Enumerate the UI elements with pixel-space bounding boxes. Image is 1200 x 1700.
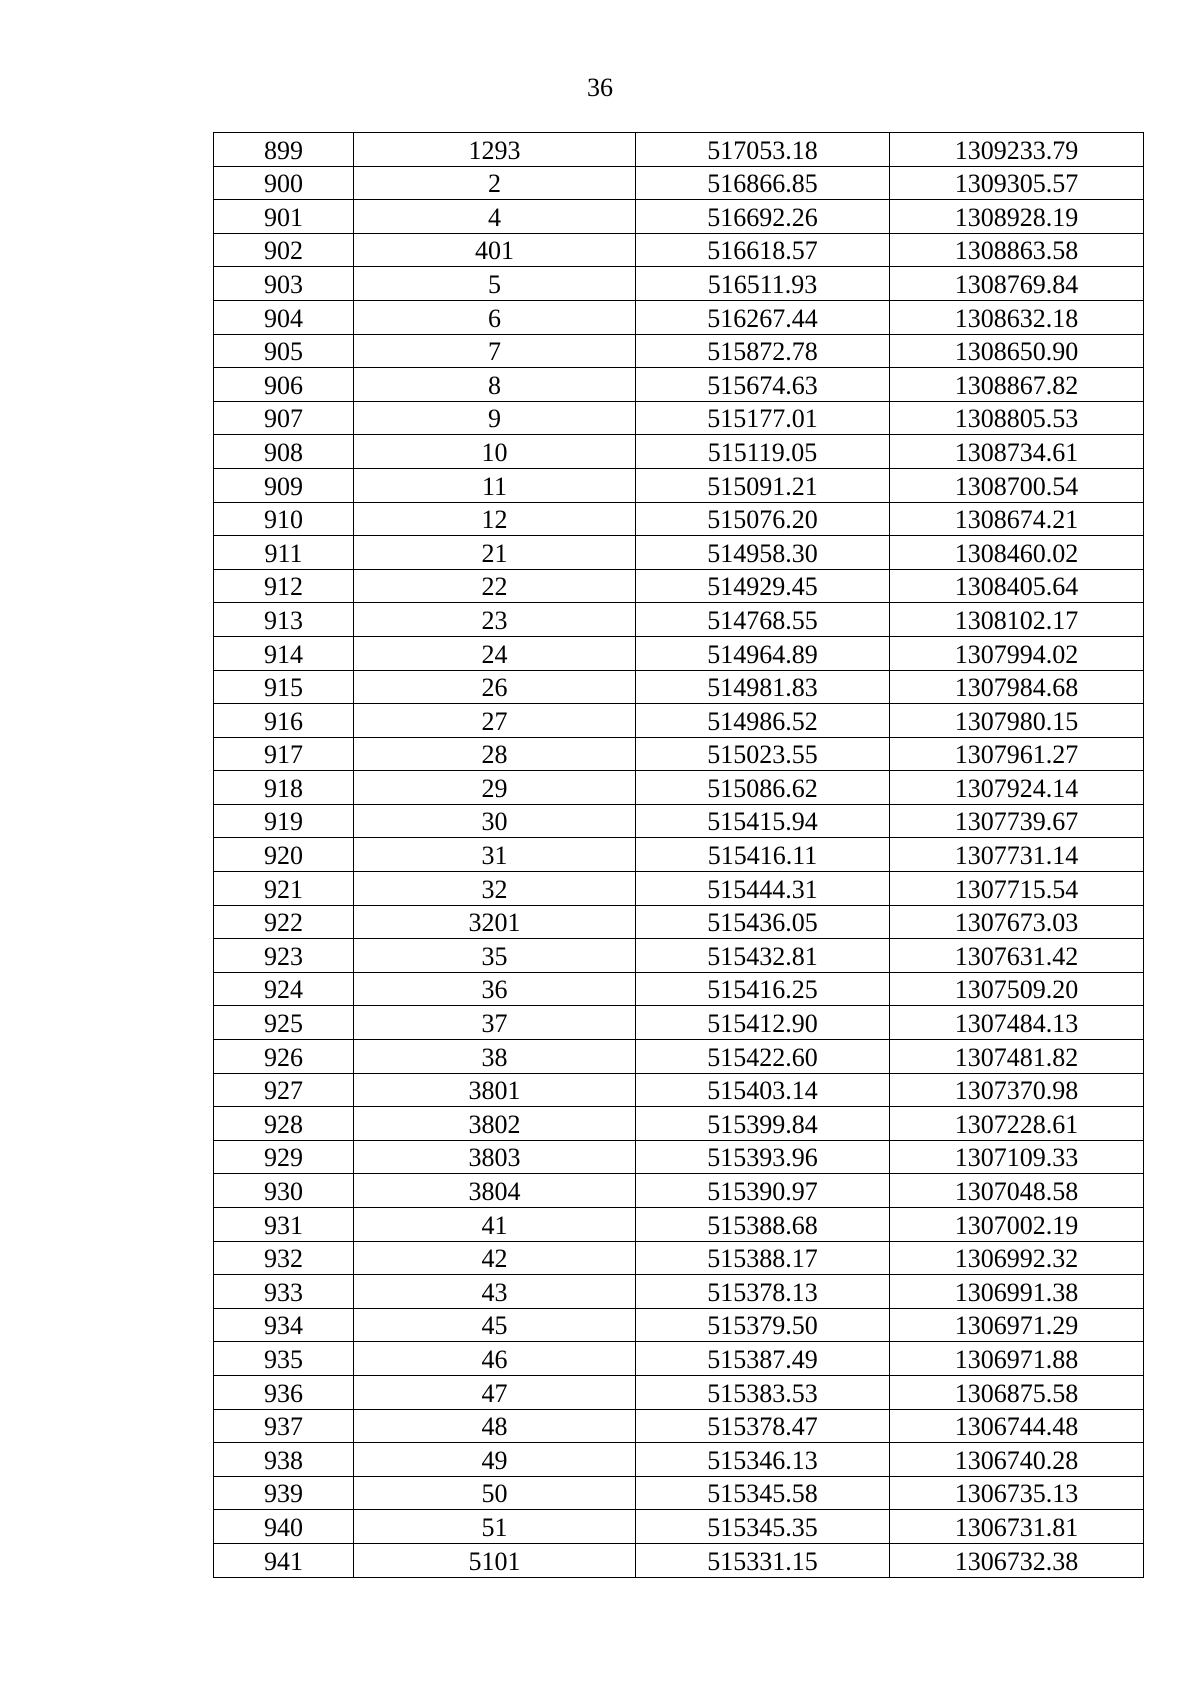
y-coordinate-cell: 1307731.14: [890, 838, 1144, 872]
table-row: [214, 1174, 1144, 1208]
point-number-cell: 3801: [354, 1073, 636, 1107]
x-coordinate-cell: 515345.35: [636, 1510, 890, 1544]
y-coordinate-cell: 1307509.20: [890, 972, 1144, 1006]
table-row: [214, 771, 1144, 805]
row-index-cell: 899: [214, 133, 354, 167]
row-index-cell: 926: [214, 1040, 354, 1074]
y-coordinate-cell: 1306731.81: [890, 1510, 1144, 1544]
x-coordinate-cell: 514964.89: [636, 636, 890, 670]
row-index-cell: 908: [214, 435, 354, 469]
point-number-cell: 51: [354, 1510, 636, 1544]
table-row: [214, 972, 1144, 1006]
row-index-cell: 929: [214, 1140, 354, 1174]
row-index-cell: 909: [214, 468, 354, 502]
table-row: [214, 905, 1144, 939]
x-coordinate-cell: 515415.94: [636, 804, 890, 838]
row-index-cell: 900: [214, 166, 354, 200]
row-index-cell: 912: [214, 569, 354, 603]
point-number-cell: 42: [354, 1241, 636, 1275]
point-number-cell: 28: [354, 737, 636, 771]
row-index-cell: 938: [214, 1443, 354, 1477]
table-row: [214, 636, 1144, 670]
row-index-cell: 927: [214, 1073, 354, 1107]
table-row: [214, 401, 1144, 435]
table-row: [214, 536, 1144, 570]
point-number-cell: 5101: [354, 1543, 636, 1577]
y-coordinate-cell: 1308867.82: [890, 368, 1144, 402]
row-index-cell: 924: [214, 972, 354, 1006]
y-coordinate-cell: 1306991.38: [890, 1275, 1144, 1309]
x-coordinate-cell: 515346.13: [636, 1443, 890, 1477]
y-coordinate-cell: 1308769.84: [890, 267, 1144, 301]
table-row: [214, 1342, 1144, 1376]
point-number-cell: 10: [354, 435, 636, 469]
y-coordinate-cell: 1308805.53: [890, 401, 1144, 435]
row-index-cell: 915: [214, 670, 354, 704]
y-coordinate-cell: 1307048.58: [890, 1174, 1144, 1208]
x-coordinate-cell: 516618.57: [636, 233, 890, 267]
row-index-cell: 911: [214, 536, 354, 570]
table-row: [214, 1107, 1144, 1141]
y-coordinate-cell: 1306971.29: [890, 1308, 1144, 1342]
table-row: [214, 133, 1144, 167]
table-row: [214, 468, 1144, 502]
point-number-cell: 32: [354, 872, 636, 906]
point-number-cell: 41: [354, 1208, 636, 1242]
point-number-cell: 8: [354, 368, 636, 402]
table-row: [214, 1476, 1144, 1510]
y-coordinate-cell: 1307961.27: [890, 737, 1144, 771]
y-coordinate-cell: 1307228.61: [890, 1107, 1144, 1141]
x-coordinate-cell: 515378.13: [636, 1275, 890, 1309]
point-number-cell: 1293: [354, 133, 636, 167]
table-row: [214, 435, 1144, 469]
y-coordinate-cell: 1307370.98: [890, 1073, 1144, 1107]
row-index-cell: 918: [214, 771, 354, 805]
page-number: 36: [587, 73, 613, 102]
table-row: [214, 737, 1144, 771]
point-number-cell: 29: [354, 771, 636, 805]
point-number-cell: 5: [354, 267, 636, 301]
y-coordinate-cell: 1307109.33: [890, 1140, 1144, 1174]
point-number-cell: 9: [354, 401, 636, 435]
row-index-cell: 937: [214, 1409, 354, 1443]
row-index-cell: 920: [214, 838, 354, 872]
point-number-cell: 36: [354, 972, 636, 1006]
x-coordinate-cell: 515076.20: [636, 502, 890, 536]
row-index-cell: 940: [214, 1510, 354, 1544]
table-row: [214, 1006, 1144, 1040]
x-coordinate-cell: 516866.85: [636, 166, 890, 200]
x-coordinate-cell: 515436.05: [636, 905, 890, 939]
point-number-cell: 4: [354, 200, 636, 234]
x-coordinate-cell: 514981.83: [636, 670, 890, 704]
point-number-cell: 21: [354, 536, 636, 570]
x-coordinate-cell: 514958.30: [636, 536, 890, 570]
point-number-cell: 3803: [354, 1140, 636, 1174]
x-coordinate-cell: 515393.96: [636, 1140, 890, 1174]
table-row: [214, 838, 1144, 872]
table-row: [214, 368, 1144, 402]
x-coordinate-cell: 515674.63: [636, 368, 890, 402]
row-index-cell: 932: [214, 1241, 354, 1275]
point-number-cell: 38: [354, 1040, 636, 1074]
point-number-cell: 11: [354, 468, 636, 502]
y-coordinate-cell: 1306732.38: [890, 1543, 1144, 1577]
row-index-cell: 939: [214, 1476, 354, 1510]
y-coordinate-cell: 1307715.54: [890, 872, 1144, 906]
y-coordinate-cell: 1307994.02: [890, 636, 1144, 670]
row-index-cell: 901: [214, 200, 354, 234]
table-row: [214, 1375, 1144, 1409]
row-index-cell: 913: [214, 603, 354, 637]
x-coordinate-cell: 514986.52: [636, 704, 890, 738]
y-coordinate-cell: 1307739.67: [890, 804, 1144, 838]
y-coordinate-cell: 1307980.15: [890, 704, 1144, 738]
row-index-cell: 935: [214, 1342, 354, 1376]
row-index-cell: 922: [214, 905, 354, 939]
point-number-cell: 2: [354, 166, 636, 200]
point-number-cell: 45: [354, 1308, 636, 1342]
table-row: [214, 704, 1144, 738]
point-number-cell: 22: [354, 569, 636, 603]
y-coordinate-cell: 1307631.42: [890, 939, 1144, 973]
point-number-cell: 37: [354, 1006, 636, 1040]
x-coordinate-cell: 515091.21: [636, 468, 890, 502]
y-coordinate-cell: 1307673.03: [890, 905, 1144, 939]
point-number-cell: 3201: [354, 905, 636, 939]
x-coordinate-cell: 515412.90: [636, 1006, 890, 1040]
x-coordinate-cell: 515416.11: [636, 838, 890, 872]
y-coordinate-cell: 1306735.13: [890, 1476, 1144, 1510]
table-row: [214, 939, 1144, 973]
row-index-cell: 925: [214, 1006, 354, 1040]
row-index-cell: 907: [214, 401, 354, 435]
table-row: [214, 569, 1144, 603]
y-coordinate-cell: 1308700.54: [890, 468, 1144, 502]
point-number-cell: 23: [354, 603, 636, 637]
y-coordinate-cell: 1308405.64: [890, 569, 1144, 603]
row-index-cell: 916: [214, 704, 354, 738]
point-number-cell: 50: [354, 1476, 636, 1510]
table-row: [214, 1040, 1144, 1074]
y-coordinate-cell: 1306992.32: [890, 1241, 1144, 1275]
table-row: [214, 603, 1144, 637]
table-row: [214, 670, 1144, 704]
table-row: [214, 300, 1144, 334]
row-index-cell: 933: [214, 1275, 354, 1309]
row-index-cell: 921: [214, 872, 354, 906]
row-index-cell: 930: [214, 1174, 354, 1208]
table-row: [214, 1241, 1144, 1275]
coordinates-table-body: [214, 133, 1144, 1578]
x-coordinate-cell: 515331.15: [636, 1543, 890, 1577]
row-index-cell: 910: [214, 502, 354, 536]
row-index-cell: 905: [214, 334, 354, 368]
table-row: [214, 233, 1144, 267]
x-coordinate-cell: 515387.49: [636, 1342, 890, 1376]
point-number-cell: 47: [354, 1375, 636, 1409]
x-coordinate-cell: 515390.97: [636, 1174, 890, 1208]
row-index-cell: 931: [214, 1208, 354, 1242]
x-coordinate-cell: 515379.50: [636, 1308, 890, 1342]
x-coordinate-cell: 515023.55: [636, 737, 890, 771]
table-row: [214, 334, 1144, 368]
point-number-cell: 7: [354, 334, 636, 368]
y-coordinate-cell: 1307002.19: [890, 1208, 1144, 1242]
row-index-cell: 914: [214, 636, 354, 670]
point-number-cell: 35: [354, 939, 636, 973]
point-number-cell: 3804: [354, 1174, 636, 1208]
y-coordinate-cell: 1308863.58: [890, 233, 1144, 267]
x-coordinate-cell: 515432.81: [636, 939, 890, 973]
y-coordinate-cell: 1308460.02: [890, 536, 1144, 570]
x-coordinate-cell: 517053.18: [636, 133, 890, 167]
x-coordinate-cell: 515422.60: [636, 1040, 890, 1074]
point-number-cell: 24: [354, 636, 636, 670]
row-index-cell: 936: [214, 1375, 354, 1409]
y-coordinate-cell: 1307484.13: [890, 1006, 1144, 1040]
x-coordinate-cell: 514929.45: [636, 569, 890, 603]
y-coordinate-cell: 1306875.58: [890, 1375, 1144, 1409]
row-index-cell: 919: [214, 804, 354, 838]
point-number-cell: 46: [354, 1342, 636, 1376]
x-coordinate-cell: 515345.58: [636, 1476, 890, 1510]
table-row: [214, 502, 1144, 536]
table-row: [214, 1275, 1144, 1309]
row-index-cell: 941: [214, 1543, 354, 1577]
row-index-cell: 906: [214, 368, 354, 402]
table-row: [214, 1409, 1144, 1443]
x-coordinate-cell: 515388.17: [636, 1241, 890, 1275]
x-coordinate-cell: 515403.14: [636, 1073, 890, 1107]
point-number-cell: 3802: [354, 1107, 636, 1141]
point-number-cell: 31: [354, 838, 636, 872]
y-coordinate-cell: 1306740.28: [890, 1443, 1144, 1477]
y-coordinate-cell: 1306971.88: [890, 1342, 1144, 1376]
y-coordinate-cell: 1307924.14: [890, 771, 1144, 805]
x-coordinate-cell: 516692.26: [636, 200, 890, 234]
table-row: [214, 1543, 1144, 1577]
x-coordinate-cell: 514768.55: [636, 603, 890, 637]
table-row: [214, 1140, 1144, 1174]
x-coordinate-cell: 515177.01: [636, 401, 890, 435]
table-row: [214, 1308, 1144, 1342]
row-index-cell: 934: [214, 1308, 354, 1342]
table-row: [214, 804, 1144, 838]
y-coordinate-cell: 1306744.48: [890, 1409, 1144, 1443]
row-index-cell: 928: [214, 1107, 354, 1141]
point-number-cell: 43: [354, 1275, 636, 1309]
y-coordinate-cell: 1308102.17: [890, 603, 1144, 637]
y-coordinate-cell: 1308650.90: [890, 334, 1144, 368]
x-coordinate-cell: 515399.84: [636, 1107, 890, 1141]
x-coordinate-cell: 515416.25: [636, 972, 890, 1006]
row-index-cell: 923: [214, 939, 354, 973]
y-coordinate-cell: 1309233.79: [890, 133, 1144, 167]
table-row: [214, 1073, 1144, 1107]
table-row: [214, 200, 1144, 234]
row-index-cell: 904: [214, 300, 354, 334]
x-coordinate-cell: 515378.47: [636, 1409, 890, 1443]
table-row: [214, 166, 1144, 200]
row-index-cell: 903: [214, 267, 354, 301]
table-row: [214, 872, 1144, 906]
point-number-cell: 49: [354, 1443, 636, 1477]
point-number-cell: 401: [354, 233, 636, 267]
x-coordinate-cell: 515383.53: [636, 1375, 890, 1409]
x-coordinate-cell: 515086.62: [636, 771, 890, 805]
table-row: [214, 1510, 1144, 1544]
row-index-cell: 917: [214, 737, 354, 771]
x-coordinate-cell: 515388.68: [636, 1208, 890, 1242]
table-row: [214, 1208, 1144, 1242]
point-number-cell: 30: [354, 804, 636, 838]
y-coordinate-cell: 1307481.82: [890, 1040, 1144, 1074]
x-coordinate-cell: 515872.78: [636, 334, 890, 368]
y-coordinate-cell: 1308734.61: [890, 435, 1144, 469]
point-number-cell: 6: [354, 300, 636, 334]
y-coordinate-cell: 1308928.19: [890, 200, 1144, 234]
point-number-cell: 12: [354, 502, 636, 536]
y-coordinate-cell: 1308632.18: [890, 300, 1144, 334]
point-number-cell: 27: [354, 704, 636, 738]
x-coordinate-cell: 515119.05: [636, 435, 890, 469]
point-number-cell: 48: [354, 1409, 636, 1443]
y-coordinate-cell: 1307984.68: [890, 670, 1144, 704]
x-coordinate-cell: 516267.44: [636, 300, 890, 334]
point-number-cell: 26: [354, 670, 636, 704]
y-coordinate-cell: 1309305.57: [890, 166, 1144, 200]
y-coordinate-cell: 1308674.21: [890, 502, 1144, 536]
table-row: [214, 1443, 1144, 1477]
x-coordinate-cell: 515444.31: [636, 872, 890, 906]
row-index-cell: 902: [214, 233, 354, 267]
coordinates-table: [213, 132, 1144, 1578]
x-coordinate-cell: 516511.93: [636, 267, 890, 301]
table-row: [214, 267, 1144, 301]
